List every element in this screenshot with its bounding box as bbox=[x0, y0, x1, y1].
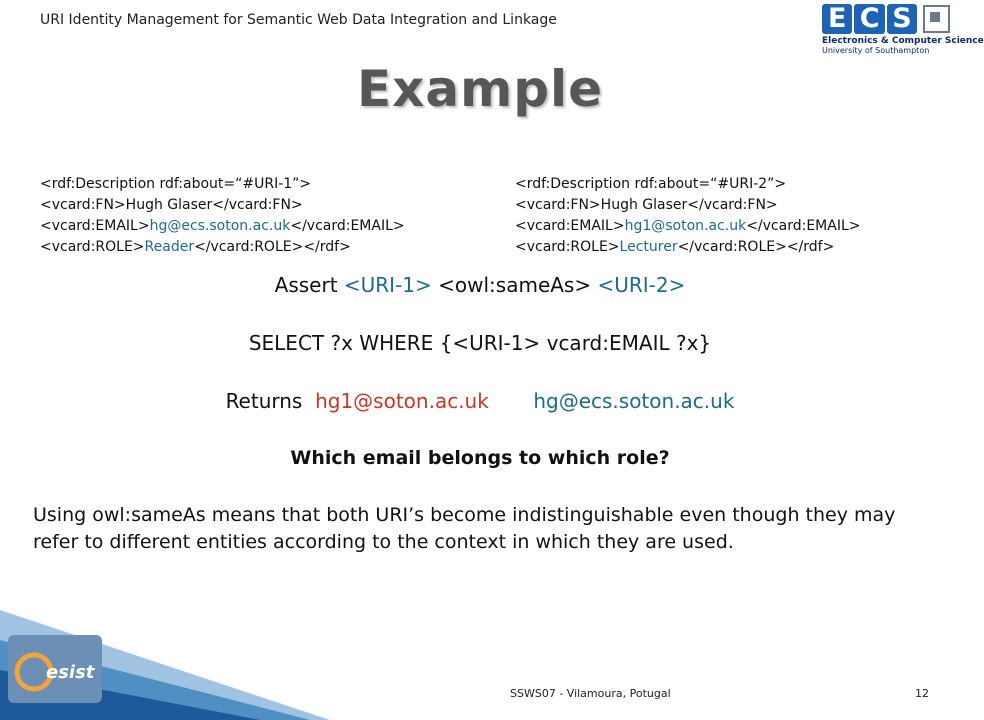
same-as-predicate: <owl:sameAs> bbox=[438, 273, 592, 297]
explanation-paragraph: Using owl:sameAs means that both URI’s become indistinguishable even though they may refer to different entities according to the context in which they are used. bbox=[33, 504, 896, 553]
logo-letters bbox=[822, 4, 950, 34]
logo-subtitle: Electronics & Computer Science bbox=[822, 36, 984, 46]
rdf-tag: </vcard:EMAIL> bbox=[290, 218, 405, 234]
logo-letter-e: E bbox=[822, 4, 852, 34]
rdf-tag: </vcard:FN> bbox=[212, 197, 303, 213]
slide-title: Example bbox=[356, 60, 604, 118]
rdf-tag: </vcard:EMAIL> bbox=[746, 218, 861, 234]
returned-email-2: hg@ecs.soton.ac.uk bbox=[533, 389, 735, 413]
rdf-line bbox=[515, 195, 861, 216]
ecs-logo bbox=[822, 3, 984, 62]
rdf-tag: <vcard:FN> bbox=[40, 197, 126, 213]
rdf-line: <rdf:Description rdf:about=“#URI-1”> bbox=[40, 176, 312, 192]
uri-1: <URI-1> bbox=[343, 273, 432, 297]
rdf-tag: <vcard:EMAIL> bbox=[40, 218, 150, 234]
assert-statement bbox=[0, 273, 960, 297]
footer-event: SSWS07 - Vilamoura, Potugal bbox=[510, 687, 671, 700]
header-title: URI Identity Management for Semantic Web Data Integration and Linkage bbox=[40, 12, 557, 28]
rdf-tag: </vcard:FN> bbox=[687, 197, 778, 213]
returns-line bbox=[0, 389, 960, 413]
rdf-value: Reader bbox=[144, 239, 195, 255]
chip-icon bbox=[923, 5, 950, 33]
rdf-block-left bbox=[40, 174, 405, 258]
logo-university: University of Southampton bbox=[822, 46, 930, 55]
rdf-line bbox=[40, 216, 405, 237]
select-query: SELECT ?x WHERE {<URI-1> vcard:EMAIL ?x} bbox=[248, 331, 712, 355]
rdf-tag: <vcard:EMAIL> bbox=[515, 218, 625, 234]
rdf-tag: </vcard:ROLE></rdf> bbox=[677, 239, 835, 255]
rdf-value: hg@ecs.soton.ac.uk bbox=[149, 218, 291, 234]
returns-word: Returns bbox=[225, 389, 303, 413]
esist-logo-text: esist bbox=[46, 662, 95, 683]
assert-word: Assert bbox=[274, 273, 338, 297]
logo-letter-c: C bbox=[854, 4, 884, 34]
rdf-line bbox=[40, 237, 405, 258]
rdf-line bbox=[515, 216, 861, 237]
rdf-block-right bbox=[515, 174, 861, 258]
rdf-text: Hugh Glaser bbox=[125, 197, 213, 213]
rdf-value: Lecturer bbox=[619, 239, 678, 255]
rdf-tag: <vcard:FN> bbox=[515, 197, 601, 213]
uri-2: <URI-2> bbox=[597, 273, 686, 297]
page-number: 12 bbox=[915, 687, 929, 700]
question-heading: Which email belongs to which role? bbox=[290, 447, 670, 469]
rdf-value: hg1@soton.ac.uk bbox=[624, 218, 747, 234]
rdf-text: Hugh Glaser bbox=[600, 197, 688, 213]
rdf-line bbox=[515, 237, 861, 258]
rdf-tag: <vcard:ROLE> bbox=[515, 239, 620, 255]
rdf-line bbox=[40, 195, 405, 216]
rdf-line: <rdf:Description rdf:about=“#URI-2”> bbox=[515, 176, 787, 192]
logo-letter-s: S bbox=[887, 4, 917, 34]
rdf-tag: </vcard:ROLE></rdf> bbox=[194, 239, 351, 255]
corner-decoration bbox=[0, 580, 330, 720]
rdf-tag: <vcard:ROLE> bbox=[40, 239, 145, 255]
returned-email-1: hg1@soton.ac.uk bbox=[315, 389, 489, 413]
